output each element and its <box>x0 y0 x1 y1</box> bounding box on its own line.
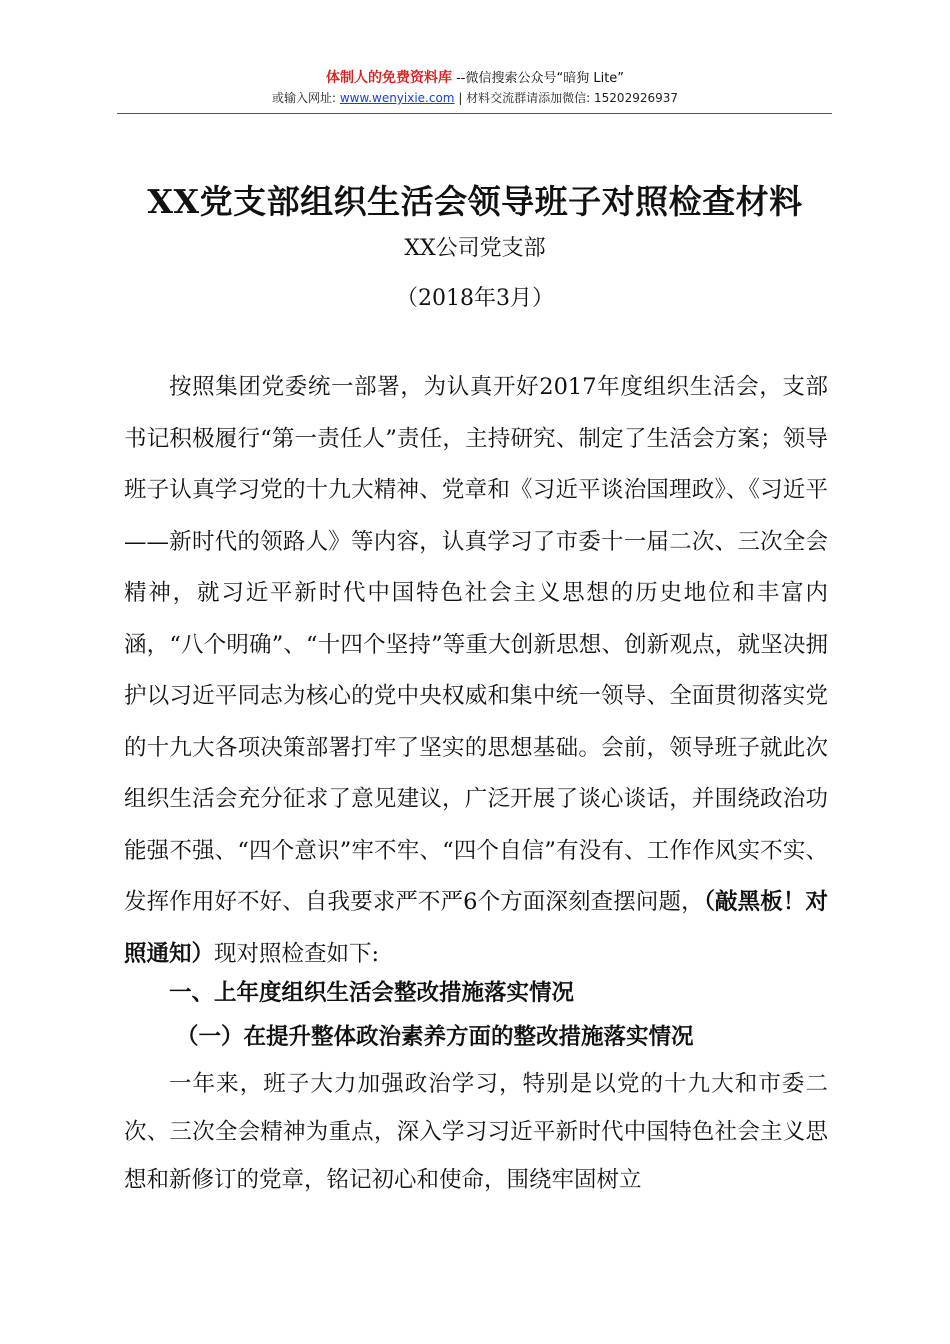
subsection-paragraph-text: 一年来，班子大力加强政治学习，特别是以党的十九大和市委二次、三次全会精神为重点，深入学习习近平新时代中国特色社会主义思想和新修订的党章，铭记初心和使命，围绕牢固树立 <box>124 1071 828 1193</box>
brand-name: 体制人的免费资料库 <box>325 70 452 86</box>
header-line-2 <box>0 89 950 107</box>
url-prefix: 或输入网址: <box>271 91 340 105</box>
section-heading-1: 一、上年度组织生活会整改措施落实情况 <box>169 980 575 1006</box>
subsection-paragraph <box>124 1060 828 1204</box>
page-header <box>0 68 950 107</box>
website-link[interactable]: www.wenyixie.com <box>339 91 455 105</box>
subsection-heading-1: （一）在提升整体政治素养方面的整改措施落实情况 <box>176 1024 694 1050</box>
header-tagline: --微信搜索公众号“暗狗 Lite” <box>451 71 625 86</box>
document-title: XX党支部组织生活会领导班子对照检查材料 <box>147 182 803 221</box>
intro-text: 按照集团党委统一部署，为认真开好2017年度组织生活会，支部书记积极履行“第一责任人”责任，主持研究、制定了生活会方案；领导班子认真学习党的十九大精神、党章和《习近平谈治国理政》、《习近平——新时代的领路人》等内容，认真学习了市委十一届二次、三次全会精神，就习近平新时代中国特色社会主义思想的历史地位和丰富内涵，“八个明确”、“十四个坚持”等重大创新思想、创新观点，就坚决拥护以习近平同志为核心的党中央权威和集中统一领导、全面贯彻落实党的十九大各项决策部署打牢了坚实的思想基础。会前，领导班子就此次组织生活会充分征求了意见建议，广泛开展了谈心谈话，并围绕政治功能强不强、“四个意识”牢不牢、“四个自信”有没有、工作作风实不实、发挥作用好不好、自我要求严不严6个方面深刻查摆问题， <box>124 374 828 915</box>
document-organization: XX公司党支部 <box>404 236 546 261</box>
document-date: （2018年3月） <box>396 286 554 311</box>
contact-info: | 材料交流群请添加微信: 15202926937 <box>454 91 679 105</box>
header-line-1 <box>0 68 950 89</box>
header-divider <box>117 113 832 114</box>
intro-emphasis: （敲黑板！对照通知） <box>124 889 828 967</box>
intro-closing: 现对照检查如下: <box>214 940 380 967</box>
intro-paragraph <box>124 362 828 980</box>
